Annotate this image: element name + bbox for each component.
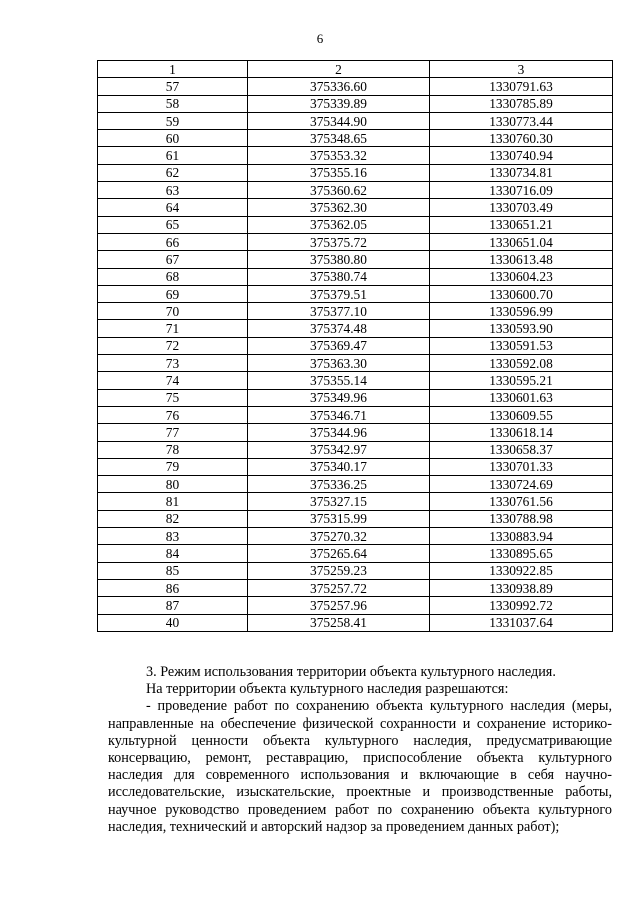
table-row bbox=[98, 597, 613, 614]
x-coordinate-cell: 375375.72 bbox=[248, 233, 430, 250]
y-coordinate-cell: 1330609.55 bbox=[430, 406, 613, 423]
point-number-cell: 60 bbox=[98, 130, 248, 147]
table-row bbox=[98, 147, 613, 164]
table-row bbox=[98, 95, 613, 112]
x-coordinate-cell: 375360.62 bbox=[248, 182, 430, 199]
y-coordinate-cell: 1330938.89 bbox=[430, 579, 613, 596]
coordinates-table bbox=[97, 60, 613, 632]
point-number-cell: 68 bbox=[98, 268, 248, 285]
table-row bbox=[98, 614, 613, 631]
x-coordinate-cell: 375377.10 bbox=[248, 303, 430, 320]
point-number-cell: 40 bbox=[98, 614, 248, 631]
table-row bbox=[98, 320, 613, 337]
y-coordinate-cell: 1330992.72 bbox=[430, 597, 613, 614]
y-coordinate-cell: 1330773.44 bbox=[430, 112, 613, 129]
x-coordinate-cell: 375257.96 bbox=[248, 597, 430, 614]
point-number-cell: 79 bbox=[98, 458, 248, 475]
table-row bbox=[98, 372, 613, 389]
table-row bbox=[98, 579, 613, 596]
intro-paragraph: На территории объекта культурного наследия разрешаются: bbox=[146, 681, 509, 698]
x-coordinate-cell: 375257.72 bbox=[248, 579, 430, 596]
x-coordinate-cell: 375379.51 bbox=[248, 285, 430, 302]
point-number-cell: 84 bbox=[98, 545, 248, 562]
table-row bbox=[98, 458, 613, 475]
table-row bbox=[98, 251, 613, 268]
y-coordinate-cell: 1330651.21 bbox=[430, 216, 613, 233]
y-coordinate-cell: 1330618.14 bbox=[430, 424, 613, 441]
point-number-cell: 61 bbox=[98, 147, 248, 164]
x-coordinate-cell: 375339.89 bbox=[248, 95, 430, 112]
point-number-cell: 59 bbox=[98, 112, 248, 129]
point-number-cell: 81 bbox=[98, 493, 248, 510]
point-number-cell: 69 bbox=[98, 285, 248, 302]
point-number-cell: 70 bbox=[98, 303, 248, 320]
table-row bbox=[98, 233, 613, 250]
table-row bbox=[98, 303, 613, 320]
table-row bbox=[98, 268, 613, 285]
table-row bbox=[98, 510, 613, 527]
y-coordinate-cell: 1330593.90 bbox=[430, 320, 613, 337]
table-row bbox=[98, 164, 613, 181]
table-row bbox=[98, 528, 613, 545]
page-number: 6 bbox=[316, 31, 324, 46]
x-coordinate-cell: 375340.17 bbox=[248, 458, 430, 475]
point-number-cell: 57 bbox=[98, 78, 248, 95]
x-coordinate-cell: 375344.96 bbox=[248, 424, 430, 441]
table-row bbox=[98, 130, 613, 147]
x-coordinate-cell: 375346.71 bbox=[248, 406, 430, 423]
point-number-cell: 87 bbox=[98, 597, 248, 614]
x-coordinate-cell: 375265.64 bbox=[248, 545, 430, 562]
table-body bbox=[98, 78, 613, 632]
y-coordinate-cell: 1331037.64 bbox=[430, 614, 613, 631]
table-header-row bbox=[98, 61, 613, 78]
x-coordinate-cell: 375270.32 bbox=[248, 528, 430, 545]
y-coordinate-cell: 1330596.99 bbox=[430, 303, 613, 320]
y-coordinate-cell: 1330724.69 bbox=[430, 476, 613, 493]
y-coordinate-cell: 1330595.21 bbox=[430, 372, 613, 389]
list-item: - проведение работ по сохранению объекта культурного наследия (меры, направленные на обеспечение физической сохранности и сохранение историко-культурной ценности объекта культурного наследия, предусматривающие консервацию, ремонт, реставрацию, приспособление объекта культурного наследия для современного использования и включающие в себя научно-исследовательские, изыскательские, проектные и производственные работы, научное руководство проведением работ по сохранению объекта культурного наследия, технический и авторский надзор за проведением данных работ); bbox=[108, 698, 612, 835]
x-coordinate-cell: 375327.15 bbox=[248, 493, 430, 510]
y-coordinate-cell: 1330591.53 bbox=[430, 337, 613, 354]
point-number-cell: 76 bbox=[98, 406, 248, 423]
point-number-cell: 67 bbox=[98, 251, 248, 268]
y-coordinate-cell: 1330761.56 bbox=[430, 493, 613, 510]
y-coordinate-cell: 1330785.89 bbox=[430, 95, 613, 112]
y-coordinate-cell: 1330592.08 bbox=[430, 355, 613, 372]
y-coordinate-cell: 1330701.33 bbox=[430, 458, 613, 475]
table-row bbox=[98, 337, 613, 354]
x-coordinate-cell: 375349.96 bbox=[248, 389, 430, 406]
y-coordinate-cell: 1330613.48 bbox=[430, 251, 613, 268]
column-header-y: 3 bbox=[430, 61, 613, 78]
point-number-cell: 66 bbox=[98, 233, 248, 250]
point-number-cell: 80 bbox=[98, 476, 248, 493]
table-row bbox=[98, 389, 613, 406]
x-coordinate-cell: 375348.65 bbox=[248, 130, 430, 147]
x-coordinate-cell: 375259.23 bbox=[248, 562, 430, 579]
table-row bbox=[98, 112, 613, 129]
x-coordinate-cell: 375362.05 bbox=[248, 216, 430, 233]
x-coordinate-cell: 375362.30 bbox=[248, 199, 430, 216]
x-coordinate-cell: 375355.14 bbox=[248, 372, 430, 389]
y-coordinate-cell: 1330734.81 bbox=[430, 164, 613, 181]
table-row bbox=[98, 216, 613, 233]
y-coordinate-cell: 1330740.94 bbox=[430, 147, 613, 164]
x-coordinate-cell: 375344.90 bbox=[248, 112, 430, 129]
x-coordinate-cell: 375353.32 bbox=[248, 147, 430, 164]
table-row bbox=[98, 182, 613, 199]
y-coordinate-cell: 1330760.30 bbox=[430, 130, 613, 147]
table-row bbox=[98, 476, 613, 493]
table-row bbox=[98, 285, 613, 302]
x-coordinate-cell: 375336.60 bbox=[248, 78, 430, 95]
x-coordinate-cell: 375355.16 bbox=[248, 164, 430, 181]
y-coordinate-cell: 1330658.37 bbox=[430, 441, 613, 458]
table-row bbox=[98, 545, 613, 562]
x-coordinate-cell: 375363.30 bbox=[248, 355, 430, 372]
y-coordinate-cell: 1330788.98 bbox=[430, 510, 613, 527]
y-coordinate-cell: 1330716.09 bbox=[430, 182, 613, 199]
y-coordinate-cell: 1330922.85 bbox=[430, 562, 613, 579]
point-number-cell: 63 bbox=[98, 182, 248, 199]
x-coordinate-cell: 375258.41 bbox=[248, 614, 430, 631]
table-row bbox=[98, 406, 613, 423]
x-coordinate-cell: 375315.99 bbox=[248, 510, 430, 527]
y-coordinate-cell: 1330651.04 bbox=[430, 233, 613, 250]
y-coordinate-cell: 1330604.23 bbox=[430, 268, 613, 285]
y-coordinate-cell: 1330791.63 bbox=[430, 78, 613, 95]
table-row bbox=[98, 562, 613, 579]
table-row bbox=[98, 199, 613, 216]
point-number-cell: 83 bbox=[98, 528, 248, 545]
x-coordinate-cell: 375336.25 bbox=[248, 476, 430, 493]
section-title: 3. Режим использования территории объекта культурного наследия. bbox=[146, 664, 556, 680]
point-number-cell: 74 bbox=[98, 372, 248, 389]
x-coordinate-cell: 375380.80 bbox=[248, 251, 430, 268]
column-header-x: 2 bbox=[248, 61, 430, 78]
table-row bbox=[98, 493, 613, 510]
point-number-cell: 58 bbox=[98, 95, 248, 112]
point-number-cell: 78 bbox=[98, 441, 248, 458]
point-number-cell: 82 bbox=[98, 510, 248, 527]
x-coordinate-cell: 375342.97 bbox=[248, 441, 430, 458]
point-number-cell: 85 bbox=[98, 562, 248, 579]
column-header-point: 1 bbox=[98, 61, 248, 78]
point-number-cell: 65 bbox=[98, 216, 248, 233]
point-number-cell: 64 bbox=[98, 199, 248, 216]
point-number-cell: 71 bbox=[98, 320, 248, 337]
point-number-cell: 86 bbox=[98, 579, 248, 596]
point-number-cell: 75 bbox=[98, 389, 248, 406]
y-coordinate-cell: 1330883.94 bbox=[430, 528, 613, 545]
body-text bbox=[108, 664, 612, 836]
y-coordinate-cell: 1330600.70 bbox=[430, 285, 613, 302]
point-number-cell: 62 bbox=[98, 164, 248, 181]
x-coordinate-cell: 375374.48 bbox=[248, 320, 430, 337]
x-coordinate-cell: 375369.47 bbox=[248, 337, 430, 354]
x-coordinate-cell: 375380.74 bbox=[248, 268, 430, 285]
point-number-cell: 77 bbox=[98, 424, 248, 441]
y-coordinate-cell: 1330601.63 bbox=[430, 389, 613, 406]
point-number-cell: 72 bbox=[98, 337, 248, 354]
table-row bbox=[98, 355, 613, 372]
y-coordinate-cell: 1330895.65 bbox=[430, 545, 613, 562]
y-coordinate-cell: 1330703.49 bbox=[430, 199, 613, 216]
table-row bbox=[98, 441, 613, 458]
table-row bbox=[98, 424, 613, 441]
point-number-cell: 73 bbox=[98, 355, 248, 372]
table-row bbox=[98, 78, 613, 95]
